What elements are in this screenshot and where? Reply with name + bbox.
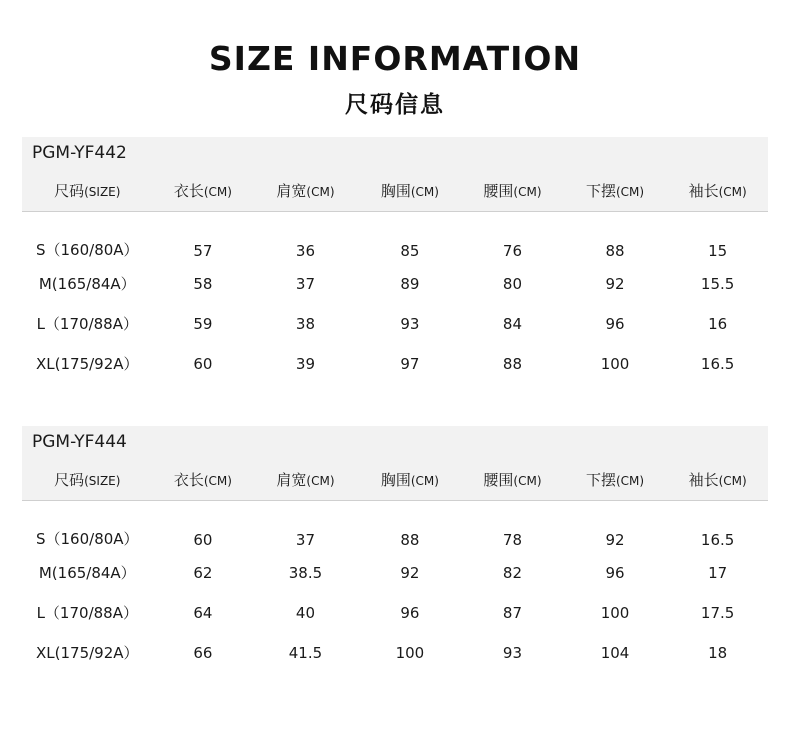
cell-bust: 100	[395, 643, 425, 662]
cell-bust: 96	[400, 603, 420, 622]
page-title	[0, 0, 790, 119]
cell-hem: 96	[605, 314, 625, 333]
size-table-block-1	[22, 137, 768, 384]
cell-waist: 76	[502, 241, 523, 260]
table-header-row	[22, 170, 768, 212]
model-code-2: PGM-YF444	[32, 432, 127, 453]
cell-waist: 93	[502, 643, 523, 662]
cell-waist: 78	[502, 530, 523, 549]
size-table-block-2	[22, 426, 768, 673]
cell-shoulder: 37	[295, 530, 316, 549]
cell-length: 62	[193, 563, 213, 582]
cell-length: 58	[193, 274, 213, 293]
title-chinese: 尺码信息	[345, 91, 445, 118]
table-row	[22, 633, 768, 673]
model-bar-2	[22, 426, 768, 459]
cell-shoulder: 38.5	[288, 563, 323, 582]
cell-shoulder: 41.5	[288, 643, 323, 662]
cell-hem: 92	[605, 530, 625, 549]
cell-hem: 92	[605, 274, 625, 293]
cell-sleeve: 16.5	[700, 354, 735, 373]
cell-hem: 100	[600, 354, 630, 373]
column-header-length: 衣长(CM)	[173, 182, 232, 201]
cell-shoulder: 38	[295, 314, 316, 333]
cell-size: L（170/88A）	[36, 604, 138, 623]
cell-size: S（160/80A）	[35, 240, 139, 259]
cell-hem: 104	[600, 643, 630, 662]
cell-length: 60	[193, 354, 213, 373]
table-row	[22, 212, 768, 264]
cell-shoulder: 36	[295, 241, 316, 260]
cell-sleeve: 16	[708, 314, 728, 333]
column-header-sleeve: 袖长(CM)	[688, 471, 747, 490]
column-header-shoulder: 肩宽(CM)	[276, 471, 335, 490]
table-row	[22, 593, 768, 633]
cell-sleeve: 17	[708, 563, 728, 582]
column-header-hem: 下摆(CM)	[585, 182, 645, 201]
cell-bust: 88	[400, 530, 420, 549]
cell-bust: 97	[400, 354, 420, 373]
cell-length: 60	[193, 530, 213, 549]
cell-length: 66	[193, 643, 213, 662]
cell-bust: 85	[400, 241, 420, 260]
cell-bust: 92	[400, 563, 420, 582]
table-row	[22, 264, 768, 304]
cell-sleeve: 15	[708, 241, 728, 260]
cell-length: 57	[193, 241, 213, 260]
cell-size: XL(175/92A）	[36, 355, 139, 374]
table-row	[22, 304, 768, 344]
cell-shoulder: 39	[295, 354, 316, 373]
cell-hem: 96	[605, 563, 625, 582]
cell-bust: 89	[400, 274, 420, 293]
size-table-2	[22, 459, 768, 673]
cell-length: 64	[193, 603, 213, 622]
cell-sleeve: 15.5	[700, 274, 735, 293]
cell-waist: 87	[502, 603, 523, 622]
cell-sleeve: 18	[708, 643, 728, 662]
cell-waist: 88	[502, 354, 523, 373]
column-header-length: 衣长(CM)	[173, 471, 232, 490]
cell-shoulder: 40	[295, 603, 316, 622]
cell-size: L（170/88A）	[36, 315, 138, 334]
cell-hem: 100	[600, 603, 630, 622]
column-header-bust: 胸围(CM)	[380, 182, 439, 201]
table-row	[22, 501, 768, 553]
model-code-1: PGM-YF442	[32, 143, 127, 164]
cell-bust: 93	[400, 314, 420, 333]
column-header-bust: 胸围(CM)	[380, 471, 439, 490]
cell-sleeve: 16.5	[700, 530, 735, 549]
title-english: SIZE INFORMATION	[208, 39, 582, 78]
cell-waist: 84	[502, 314, 523, 333]
cell-size: M(165/84A）	[38, 564, 136, 583]
cell-sleeve: 17.5	[700, 603, 735, 622]
table-row	[22, 553, 768, 593]
column-header-waist: 腰围(CM)	[483, 182, 542, 201]
cell-length: 59	[193, 314, 213, 333]
column-header-waist: 腰围(CM)	[483, 471, 542, 490]
cell-size: XL(175/92A）	[36, 644, 139, 663]
cell-size: M(165/84A）	[38, 275, 136, 294]
cell-waist: 80	[502, 274, 523, 293]
size-table-1	[22, 170, 768, 384]
model-bar-1	[22, 137, 768, 170]
cell-hem: 88	[605, 241, 625, 260]
cell-size: S（160/80A）	[35, 529, 139, 548]
column-header-size: 尺码(SIZE)	[54, 182, 121, 201]
column-header-shoulder: 肩宽(CM)	[276, 182, 335, 201]
column-header-size: 尺码(SIZE)	[54, 471, 121, 490]
table-header-row	[22, 459, 768, 501]
table-row	[22, 344, 768, 384]
column-header-sleeve: 袖长(CM)	[688, 182, 747, 201]
cell-shoulder: 37	[295, 274, 316, 293]
column-header-hem: 下摆(CM)	[585, 471, 645, 490]
cell-waist: 82	[502, 563, 523, 582]
